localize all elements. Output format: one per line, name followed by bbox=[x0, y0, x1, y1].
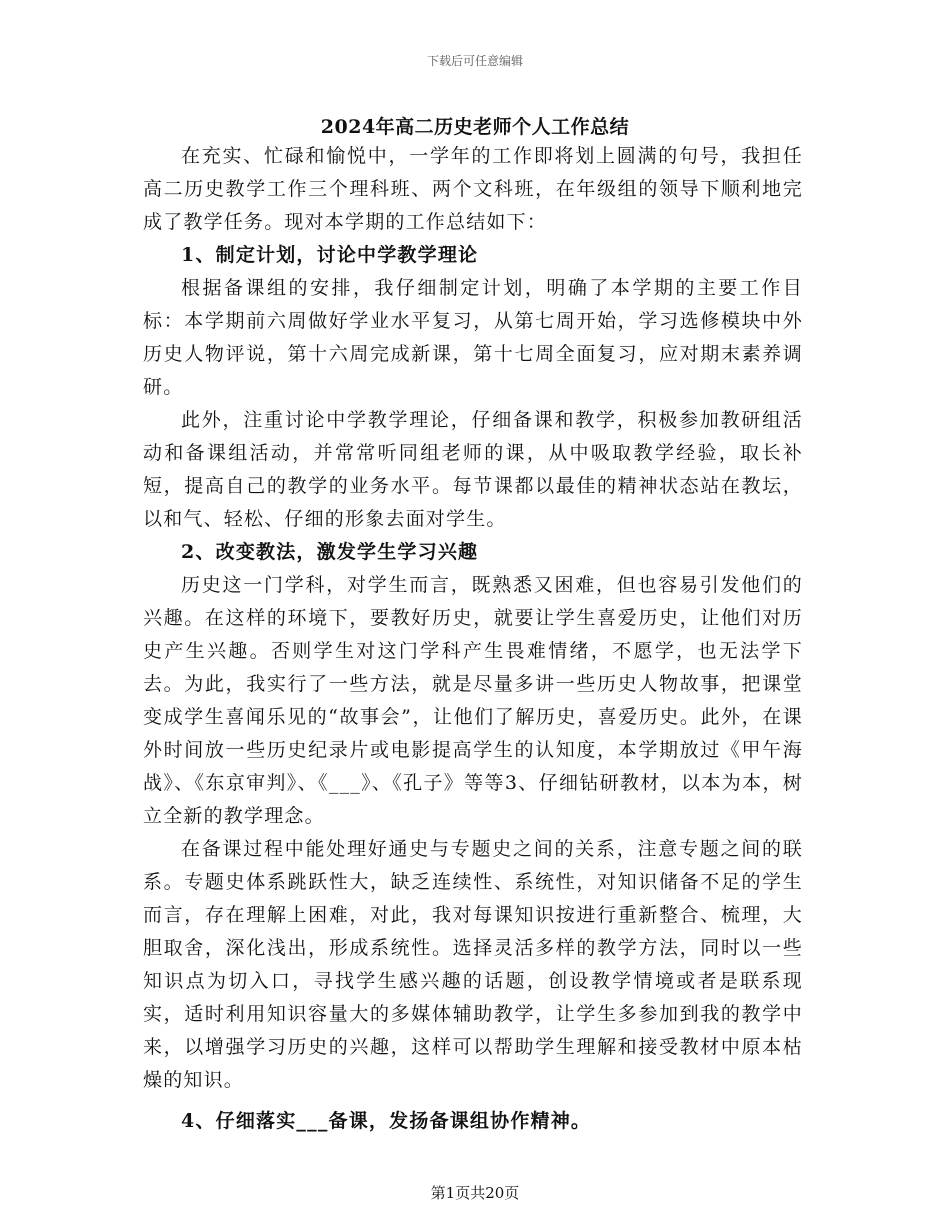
intro-paragraph: 在充实、忙碌和愉悦中，一学年的工作即将划上圆满的句号，我担任高二历史教学工作三个理科班、两个文科班，在年级组的领导下顺利地完成了教学任务。现对本学期的工作总结如下： bbox=[143, 145, 803, 233]
section-2-paragraph-1: 历史这一门学科，对学生而言，既熟悉又困难，但也容易引发他们的兴趣。在这样的环境下，要教好历史，就要让学生喜爱历史，让他们对历史产生兴趣。否则学生对这门学科产生畏难情绪，不愿学，也无法学下去。为此，我实行了一些方法，就是尽量多讲一些历史人物故事，把课堂变成学生喜闻乐见的“故事会”，让他们了解历史，喜爱历史。此外，在课外时间放一些历史纪录片或电影提高学生的认知度，本学期放过《甲午海战》、《东京审判》、《___》、《孔子》等等3、仔细钻研教材，以本为本，树立全新的教学理念。 bbox=[143, 574, 803, 827]
section-2-heading: 2、改变教法，激发学生学习兴趣 bbox=[181, 541, 479, 563]
section-1-heading: 1、制定计划，讨论中学教学理论 bbox=[181, 244, 479, 266]
page-header: 下载后可任意编辑 bbox=[426, 54, 523, 68]
section-1-paragraph-1: 根据备课组的安排，我仔细制定计划，明确了本学期的主要工作目标：本学期前六周做好学业水平复习，从第七周开始，学习选修模块中外历史人物评说，第十六周完成新课，第十七周全面复习，应对期末素养调研。 bbox=[143, 277, 803, 398]
document-title: 2024年高二历史老师个人工作总结 bbox=[320, 116, 630, 138]
section-2-paragraph-2: 在备课过程中能处理好通史与专题史之间的关系，注意专题之间的联系。专题史体系跳跃性大，缺乏连续性、系统性，对知识储备不足的学生而言，存在理解上困难，对此，我对每课知识按进行重新整合、梳理，大胆取舍，深化浅出，形成系统性。选择灵活多样的教学方法，同时以一些知识点为切入口，寻找学生感兴趣的话题，创设教学情境或者是联系现实，适时利用知识容量大的多媒体辅助教学，让学生多参加到我的教学中来，以增强学习历史的兴趣，这样可以帮助学生理解和接受教材中原本枯燥的知识。 bbox=[143, 838, 803, 1091]
section-4-heading: 4、仔细落实___备课，发扬备课组协作精神。 bbox=[181, 1110, 592, 1132]
document-body bbox=[143, 140, 803, 1138]
section-1-paragraph-2: 此外，注重讨论中学教学理论，仔细备课和教学，积极参加教研组活动和备课组活动，并常常听同组老师的课，从中吸取教学经验，取长补短，提高自己的教学的业务水平。每节课都以最佳的精神状态站在教坛，以和气、轻松、仔细的形象去面对学生。 bbox=[143, 409, 803, 530]
page-footer: 第1页共20页 bbox=[430, 1184, 520, 1202]
